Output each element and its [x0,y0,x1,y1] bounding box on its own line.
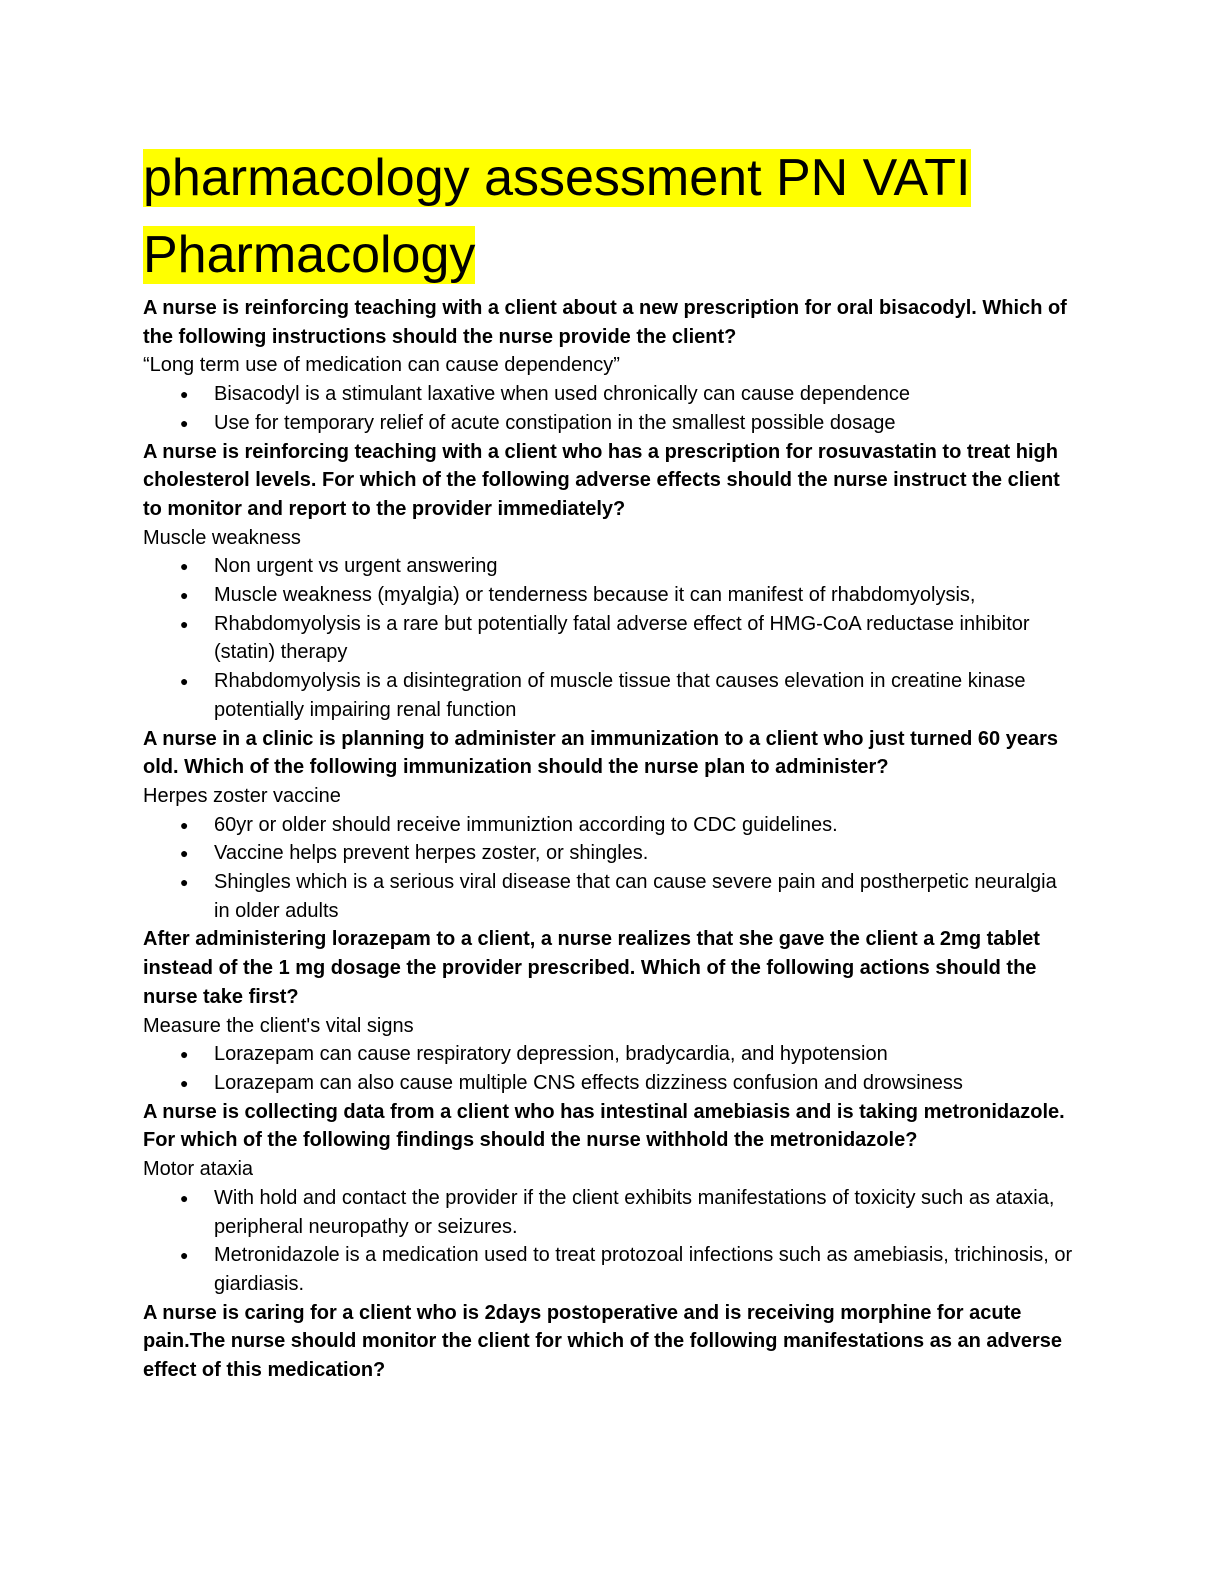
rationale-text: Use for temporary relief of acute constipation in the smallest possible dosage [214,411,896,434]
rationale-item [143,552,1073,581]
bullet-icon: ● [180,1247,189,1264]
rationale-item [143,868,1073,925]
rationale-item [143,581,1073,610]
qa-block [143,294,1073,438]
rationale-item [143,409,1073,438]
rationale-list [143,552,1073,724]
question-text: A nurse is reinforcing teaching with a client about a new prescription for oral bisacodyl. Which of the following instructions should the nurse provide the client? [143,297,1067,348]
rationale-text: Non urgent vs urgent answering [214,555,498,578]
question-text: A nurse is caring for a client who is 2days postoperative and is receiving morphine for acute pain.The nurse should monitor the client for which of the following manifestations as an adverse effect of this medication? [143,1301,1063,1382]
rationale-item [143,1184,1073,1241]
answer-text: Motor ataxia [143,1158,254,1181]
rationale-text: With hold and contact the provider if the client exhibits manifestations of toxicity such as ataxia, peripheral neuropathy or seizures. [214,1186,1055,1238]
bullet-icon: ● [180,558,189,575]
qa-block [143,1299,1073,1385]
bullet-icon: ● [180,845,189,862]
document-page [143,140,1073,1385]
rationale-item [143,667,1073,724]
title-line-1: pharmacology assessment PN VATI [143,149,971,207]
qa-list [143,294,1073,1385]
rationale-text: Metronidazole is a medication used to treat protozoal infections such as amebiasis, trichinosis, or giardiasis. [214,1244,1073,1295]
rationale-item [143,1069,1073,1098]
question-text: A nurse is collecting data from a client who has intestinal amebiasis and is taking metronidazole. For which of the following findings should the nurse withhold the metronidazole? [143,1100,1065,1152]
qa-block [143,1098,1073,1299]
rationale-list [143,1040,1073,1097]
title-line-2: Pharmacology [143,226,476,284]
rationale-text: Bisacodyl is a stimulant laxative when used chronically can cause dependence [214,383,910,406]
answer-text: “Long term use of medication can cause dependency” [143,354,620,377]
rationale-text: Rhabdomyolysis is a disintegration of muscle tissue that causes elevation in creatine kinase potentially impairing renal function [214,670,1026,721]
rationale-item [143,380,1073,409]
rationale-item [143,1241,1073,1298]
bullet-icon: ● [180,1074,189,1091]
bullet-icon: ● [180,386,189,403]
answer-text: Herpes zoster vaccine [143,784,341,807]
rationale-item [143,811,1073,840]
bullet-icon: ● [180,615,189,632]
question-text: After administering lorazepam to a client, a nurse realizes that she gave the client a 2mg tablet instead of the 1 mg dosage the provider prescribed. Which of the following actions should the nurse take first? [143,928,1040,1008]
bullet-icon: ● [180,1046,189,1063]
question-text: A nurse in a clinic is planning to administer an immunization to a client who just turned 60 years old. Which of the following immunization should the nurse plan to administer? [143,727,1058,779]
rationale-item [143,839,1073,868]
rationale-list [143,1184,1073,1299]
rationale-text: 60yr or older should receive immuniztion according to CDC guidelines. [214,813,838,836]
rationale-list [143,811,1073,926]
qa-block [143,925,1073,1097]
question-text: A nurse is reinforcing teaching with a client who has a prescription for rosuvastatin to treat high cholesterol levels. For which of the following adverse effects should the nurse instruct the client to monitor and report to the provider immediately? [143,440,1060,520]
qa-block [143,438,1073,725]
rationale-list [143,380,1073,437]
bullet-icon: ● [180,673,189,690]
rationale-text: Shingles which is a serious viral disease that can cause severe pain and postherpetic neuralgia in older adults [214,871,1057,922]
answer-text: Muscle weakness [143,526,301,549]
bullet-icon: ● [180,414,189,431]
rationale-item [143,610,1073,667]
document-title [143,140,1073,294]
rationale-text: Muscle weakness (myalgia) or tenderness because it can manifest of rhabdomyolysis, [214,584,976,607]
qa-block [143,725,1073,926]
rationale-text: Lorazepam can also cause multiple CNS effects dizziness confusion and drowsiness [214,1071,963,1094]
rationale-text: Lorazepam can cause respiratory depression, bradycardia, and hypotension [214,1043,888,1066]
bullet-icon: ● [180,1189,189,1206]
bullet-icon: ● [180,816,189,833]
bullet-icon: ● [180,587,189,604]
rationale-text: Rhabdomyolysis is a rare but potentially fatal adverse effect of HMG-CoA reductase inhibitor (statin) therapy [214,612,1030,664]
rationale-item [143,1040,1073,1069]
answer-text: Measure the client's vital signs [143,1014,414,1037]
rationale-text: Vaccine helps prevent herpes zoster, or shingles. [214,842,649,865]
bullet-icon: ● [180,874,189,891]
